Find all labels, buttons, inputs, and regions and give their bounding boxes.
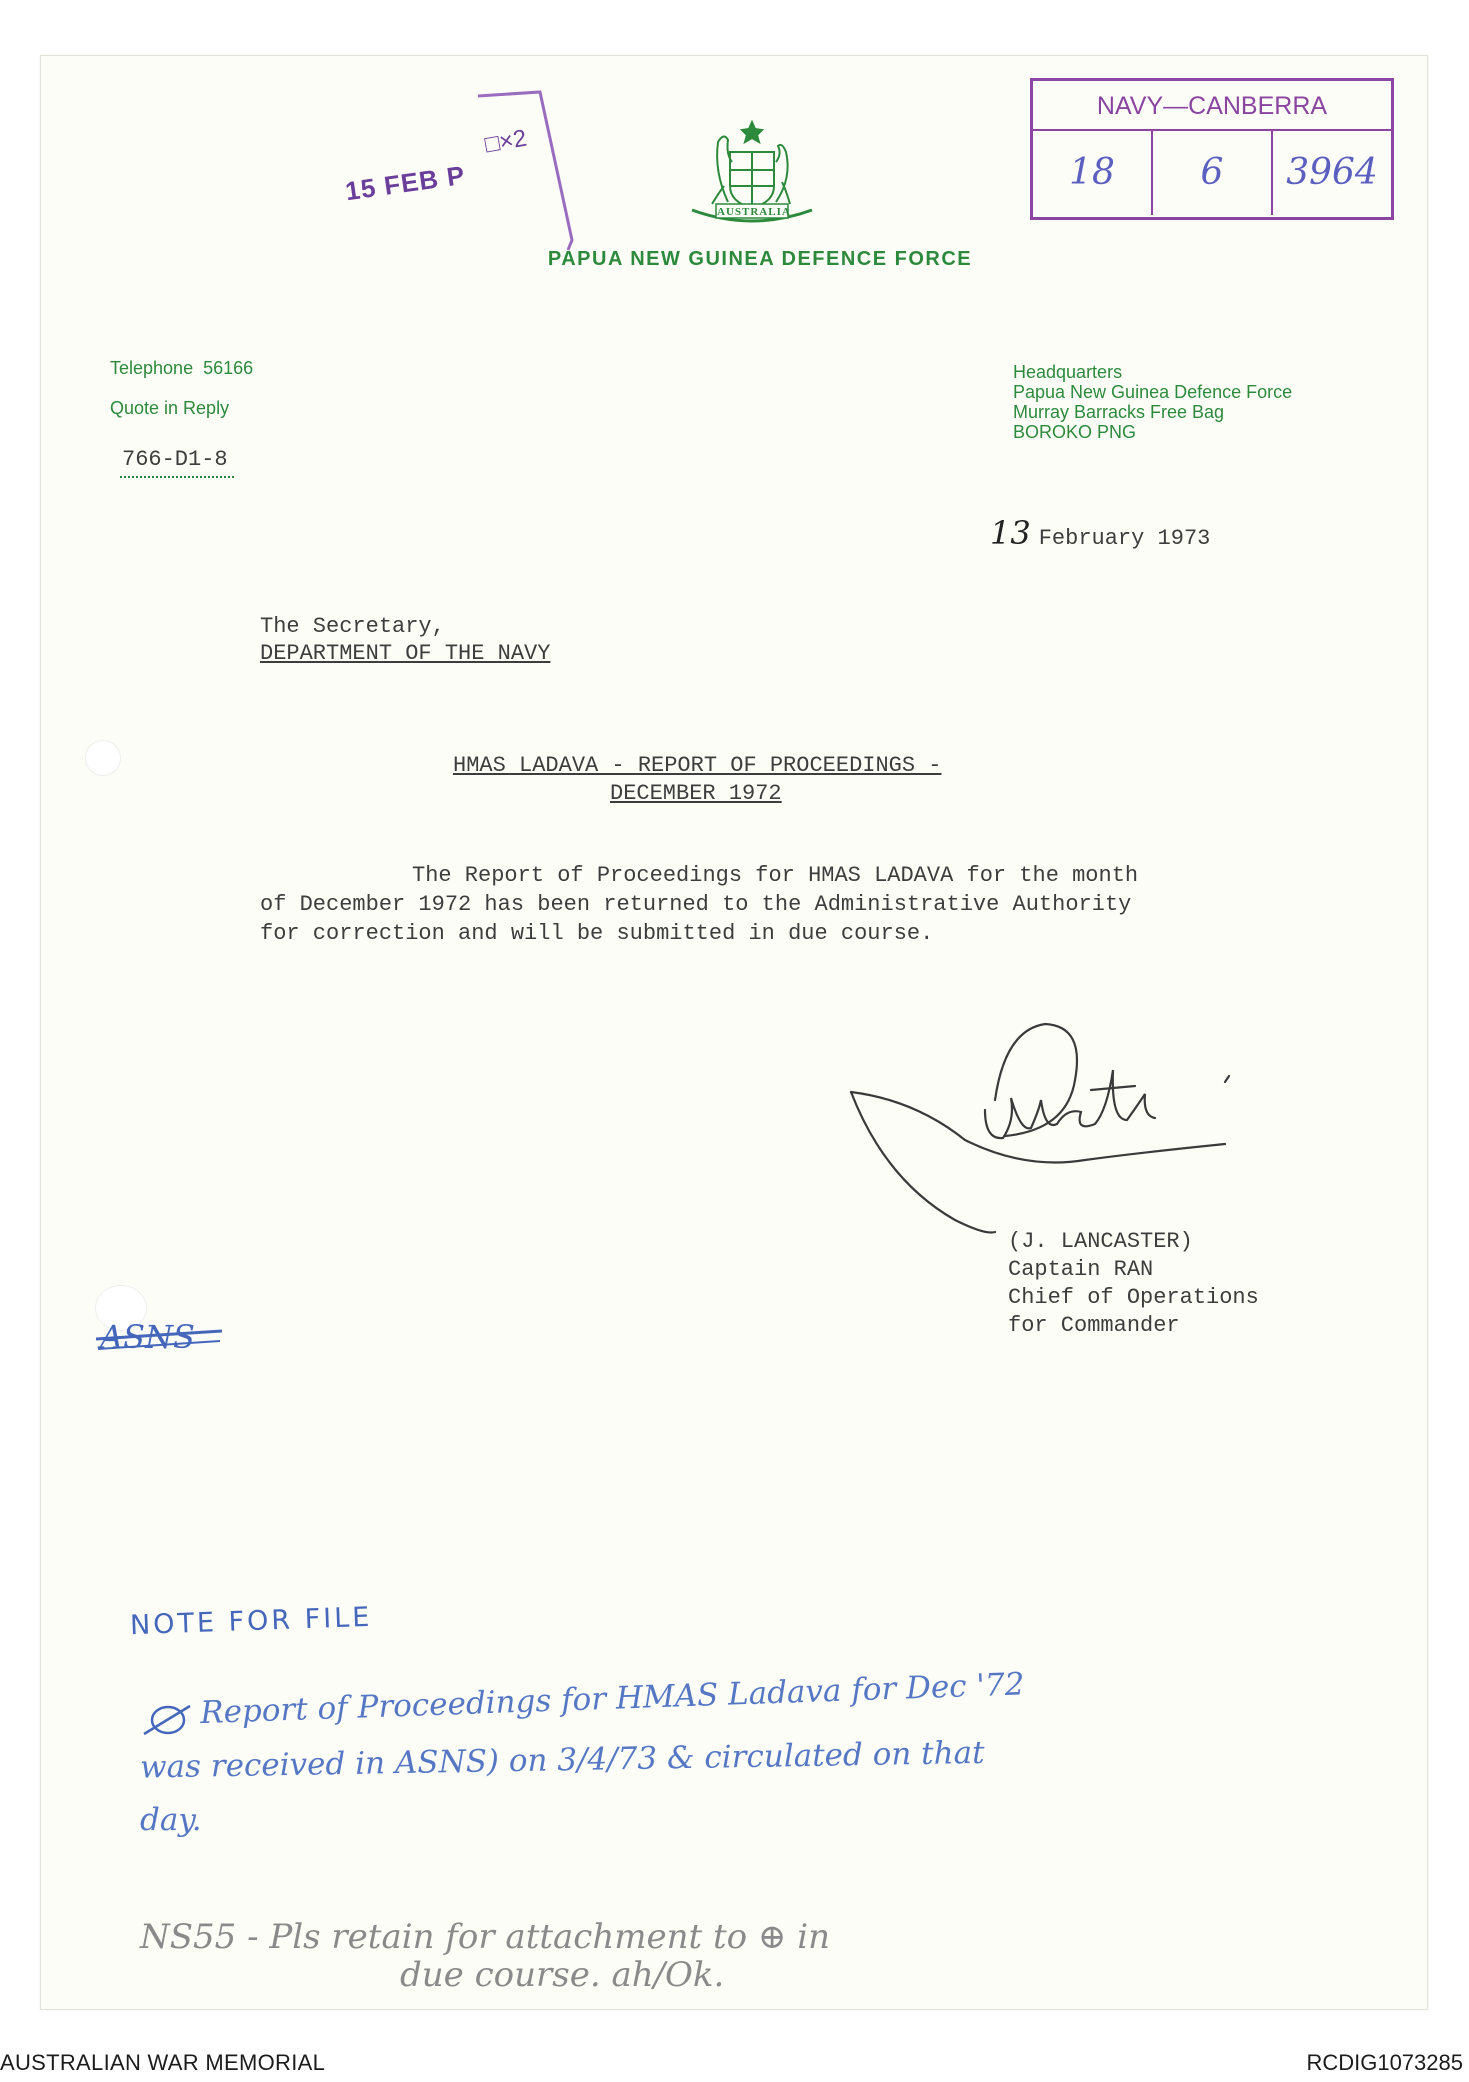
addressee-block <box>260 613 550 667</box>
body-line: for correction and will be submitted in due course. <box>260 921 934 946</box>
struck-note: ASNS <box>100 1318 195 1356</box>
signatory-title: for Commander <box>1008 1313 1180 1338</box>
subject-heading <box>445 752 985 808</box>
note-line: day. <box>140 1802 202 1838</box>
telephone-number: 56166 <box>203 358 254 378</box>
address-line: BOROKO PNG <box>1013 422 1137 442</box>
pencil-line: NS55 - Pls retain for attachment to ⊕ in <box>140 1917 830 1957</box>
navy-stamp-month: 6 <box>1153 131 1273 215</box>
signatory-name: (J. LANCASTER) <box>1008 1229 1193 1254</box>
received-stamp-frame <box>470 90 580 260</box>
reference-number: 766-D1-8 <box>120 447 234 478</box>
address-line: Headquarters <box>1013 362 1123 382</box>
signatory-rank: Captain RAN <box>1008 1257 1154 1282</box>
subject-line: DECEMBER 1972 <box>610 781 782 806</box>
letter-body <box>260 861 1220 948</box>
pencil-note <box>140 1918 1340 1994</box>
navy-stamp-day: 18 <box>1033 131 1153 215</box>
note-line: was received in ASNS) on 3/4/73 & circulated on that <box>139 1734 985 1786</box>
punch-hole-top <box>85 740 121 776</box>
telephone-label: Telephone <box>110 358 194 378</box>
letter-date-day: 13 <box>990 514 1031 552</box>
navy-stamp-number: 3964 <box>1286 152 1378 193</box>
note-line: Report of Proceedings for HMAS Ladava for Dec '72 <box>199 1666 1025 1732</box>
body-line: The Report of Proceedings for HMAS LADAVA for the month <box>412 863 1139 888</box>
navy-canberra-stamp <box>1030 78 1394 220</box>
pencil-line: due course. ah/Ok. <box>400 1955 725 1995</box>
address-line: Murray Barracks Free Bag <box>1013 402 1225 422</box>
organisation-title: PAPUA NEW GUINEA DEFENCE FORCE <box>547 248 973 270</box>
hq-address <box>1013 362 1292 442</box>
addressee-department: DEPARTMENT OF THE NAVY <box>260 641 551 666</box>
addressee-line: The Secretary, <box>260 614 445 639</box>
note-for-file-title: NOTE FOR FILE <box>129 1601 373 1642</box>
navy-stamp-row <box>1033 131 1391 215</box>
address-line: Papua New Guinea Defence Force <box>1013 382 1293 402</box>
archive-name: AUSTRALIAN WAR MEMORIAL <box>0 2050 326 2075</box>
record-id: RCDIG1073285 <box>1306 2050 1463 2075</box>
received-date-stamp: 15 FEB P <box>343 159 468 207</box>
body-line: of December 1972 has been returned to the Administrative Authority <box>260 892 1132 917</box>
letter-date-rest: February 1973 <box>1038 526 1211 551</box>
quote-in-reply-label: Quote in Reply <box>110 398 230 418</box>
note-for-file-body <box>140 1665 1240 1851</box>
strike-through-mark <box>92 1305 232 1375</box>
signatory-title: Chief of Operations <box>1008 1285 1259 1310</box>
letter-date <box>990 514 1210 552</box>
crest-scroll-text: AUSTRALIA <box>717 206 791 218</box>
signature-block <box>1008 1228 1259 1340</box>
received-stamp-mark: □×2 <box>482 124 529 159</box>
telephone-line <box>110 358 253 379</box>
subject-line: HMAS LADAVA - REPORT OF PROCEEDINGS - <box>453 753 942 778</box>
navy-stamp-title: NAVY—CANBERRA <box>1033 81 1391 131</box>
